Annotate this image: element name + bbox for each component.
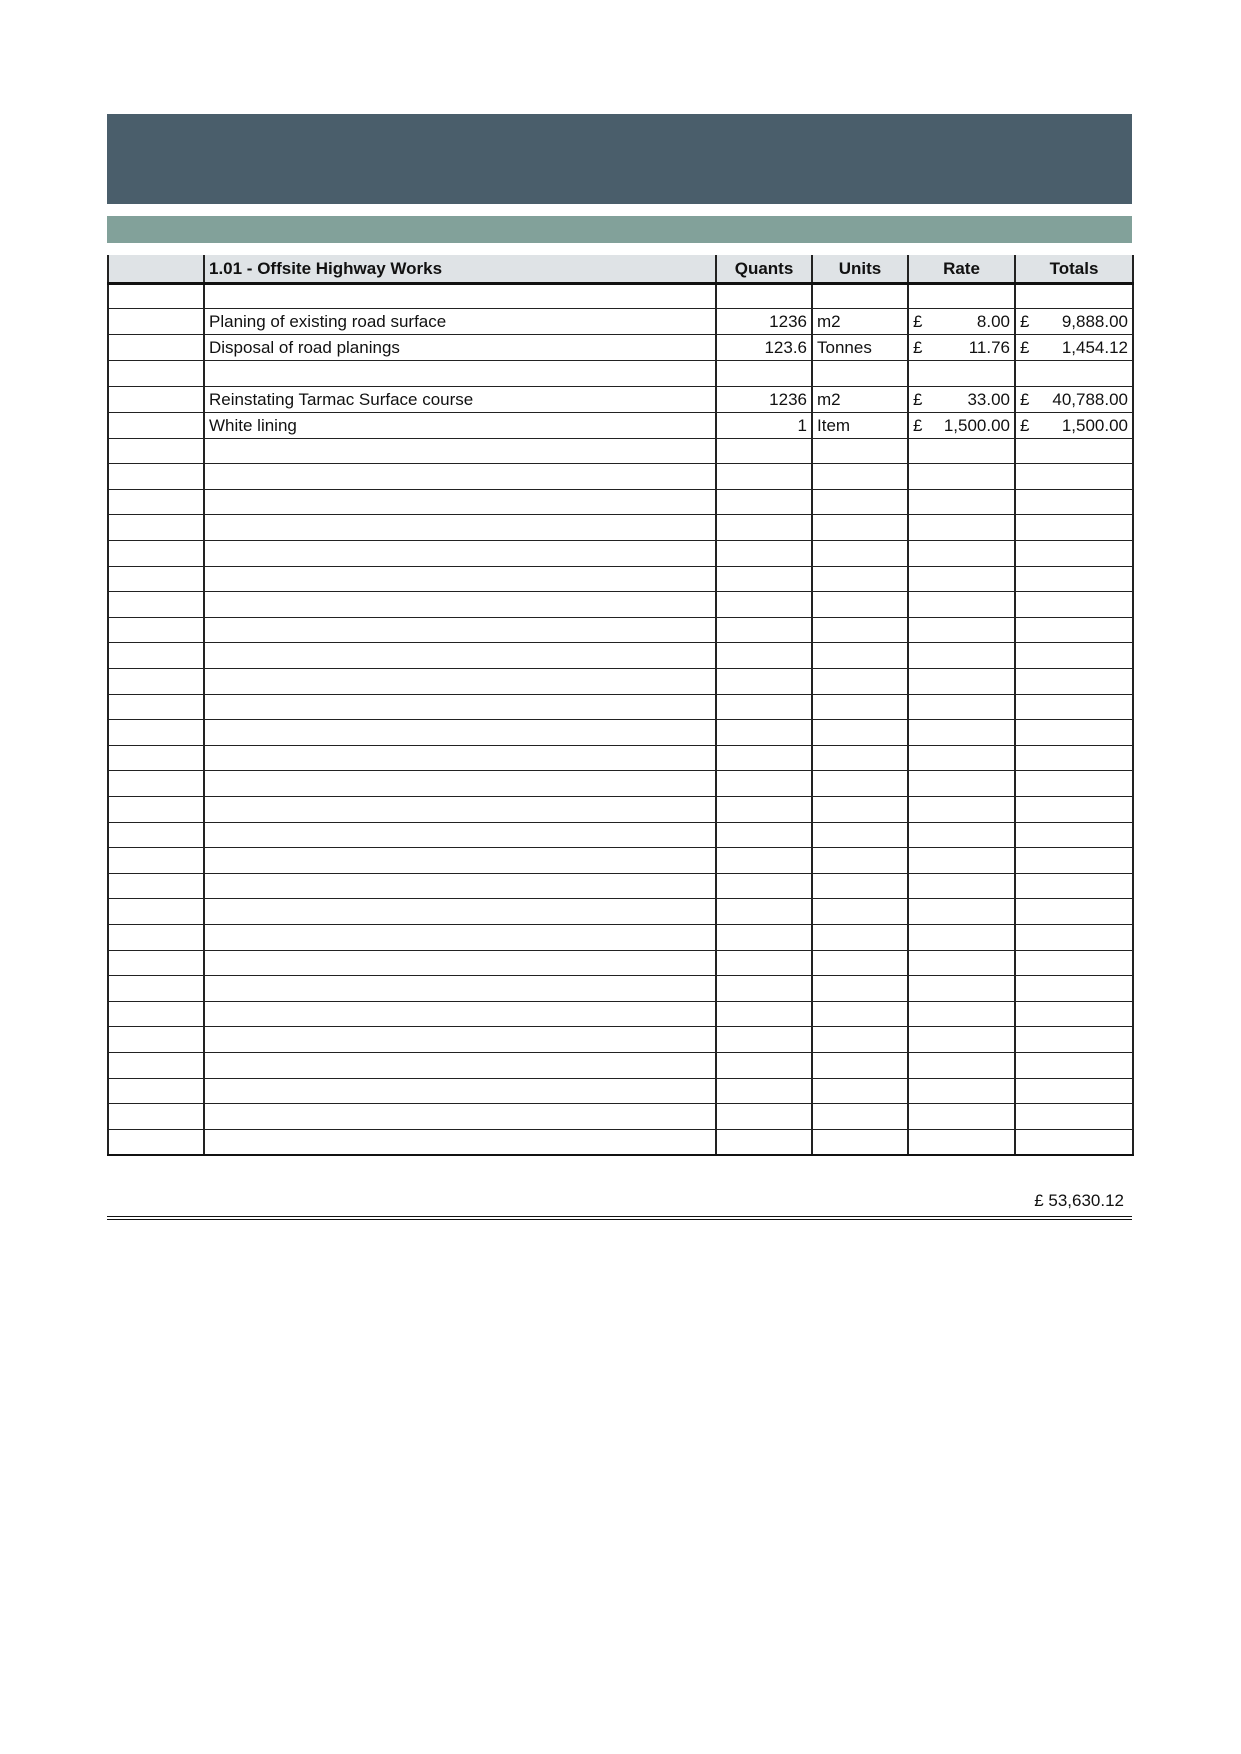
total-cell xyxy=(1015,1027,1133,1053)
units-cell xyxy=(812,1104,908,1130)
currency-symbol: £ xyxy=(1020,312,1030,332)
description-cell xyxy=(204,745,716,771)
ref-cell xyxy=(108,386,204,412)
table-row xyxy=(108,1052,1133,1078)
document-header-bar xyxy=(107,114,1132,204)
table-row xyxy=(108,720,1133,746)
ref-cell xyxy=(108,515,204,541)
description-cell xyxy=(204,566,716,592)
quants-cell xyxy=(716,950,812,976)
table-row xyxy=(108,873,1133,899)
rate-cell xyxy=(908,822,1015,848)
description-cell xyxy=(204,1027,716,1053)
units-cell xyxy=(812,489,908,515)
rate-cell xyxy=(908,950,1015,976)
ref-cell xyxy=(108,976,204,1002)
rate-cell xyxy=(908,541,1015,567)
units-cell xyxy=(812,976,908,1002)
total-cell xyxy=(1015,515,1133,541)
quants-cell xyxy=(716,1104,812,1130)
quants-cell xyxy=(716,976,812,1002)
ref-cell xyxy=(108,924,204,950)
description-cell xyxy=(204,438,716,464)
grand-total-row xyxy=(107,1189,1132,1220)
section-sub-bar xyxy=(107,216,1132,243)
total-cell xyxy=(1015,438,1133,464)
rate-cell xyxy=(908,464,1015,490)
description-cell: Disposal of road planings xyxy=(204,335,716,361)
total-cell-value: 40,788.00 xyxy=(1052,389,1128,409)
quants-cell xyxy=(716,643,812,669)
description-cell: White lining xyxy=(204,412,716,438)
quants-cell xyxy=(716,464,812,490)
ref-cell xyxy=(108,335,204,361)
table-row xyxy=(108,617,1133,643)
quants-cell xyxy=(716,771,812,797)
units-cell xyxy=(812,669,908,695)
quants-cell xyxy=(716,720,812,746)
units-cell xyxy=(812,1078,908,1104)
units-cell xyxy=(812,464,908,490)
grand-total-value: £ 53,630.12 xyxy=(1034,1191,1124,1210)
total-cell xyxy=(1015,771,1133,797)
table-row xyxy=(108,335,1133,361)
description-cell xyxy=(204,950,716,976)
currency-symbol: £ xyxy=(913,338,923,358)
total-cell xyxy=(1015,464,1133,490)
totals-column-header: Totals xyxy=(1015,255,1133,283)
description-cell xyxy=(204,771,716,797)
ref-cell xyxy=(108,950,204,976)
currency-symbol: £ xyxy=(913,312,923,332)
units-cell xyxy=(812,566,908,592)
total-cell xyxy=(1015,643,1133,669)
ref-cell xyxy=(108,643,204,669)
description-cell xyxy=(204,643,716,669)
rate-cell xyxy=(908,1052,1015,1078)
table-row xyxy=(108,1001,1133,1027)
total-cell xyxy=(1015,720,1133,746)
table-row xyxy=(108,771,1133,797)
currency-symbol: £ xyxy=(1020,415,1030,435)
rate-cell xyxy=(908,1078,1015,1104)
rate-cell xyxy=(908,386,1015,412)
ref-cell xyxy=(108,694,204,720)
rate-cell xyxy=(908,848,1015,874)
rate-cell xyxy=(908,720,1015,746)
table-row xyxy=(108,386,1133,412)
ref-cell xyxy=(108,309,204,335)
ref-cell xyxy=(108,822,204,848)
ref-cell xyxy=(108,1052,204,1078)
quants-cell xyxy=(716,541,812,567)
rate-cell-value: 1,500.00 xyxy=(943,415,1010,435)
quants-cell xyxy=(716,1052,812,1078)
total-cell xyxy=(1015,592,1133,618)
total-cell xyxy=(1015,283,1133,309)
rate-cell xyxy=(908,745,1015,771)
units-cell xyxy=(812,1129,908,1155)
quants-cell xyxy=(716,1129,812,1155)
rate-cell xyxy=(908,515,1015,541)
description-cell xyxy=(204,1078,716,1104)
ref-cell xyxy=(108,592,204,618)
table-row xyxy=(108,822,1133,848)
table-row xyxy=(108,669,1133,695)
total-cell-value: 9,888.00 xyxy=(1061,312,1128,332)
rate-cell xyxy=(908,797,1015,823)
description-cell xyxy=(204,694,716,720)
description-cell xyxy=(204,464,716,490)
ref-cell xyxy=(108,283,204,309)
units-cell xyxy=(812,361,908,387)
ref-cell xyxy=(108,669,204,695)
total-cell xyxy=(1015,924,1133,950)
quants-cell xyxy=(716,515,812,541)
description-cell xyxy=(204,1104,716,1130)
ref-cell xyxy=(108,566,204,592)
rate-cell-value: 8.00 xyxy=(976,312,1010,332)
table-row xyxy=(108,899,1133,925)
ref-cell xyxy=(108,464,204,490)
quants-cell xyxy=(716,617,812,643)
rate-cell xyxy=(908,438,1015,464)
total-cell xyxy=(1015,848,1133,874)
total-cell xyxy=(1015,976,1133,1002)
rate-cell xyxy=(908,771,1015,797)
rate-cell xyxy=(908,617,1015,643)
rate-cell-value: 11.76 xyxy=(968,338,1010,358)
rate-cell xyxy=(908,924,1015,950)
description-cell xyxy=(204,617,716,643)
total-cell xyxy=(1015,335,1133,361)
description-cell xyxy=(204,283,716,309)
table-row xyxy=(108,797,1133,823)
description-cell xyxy=(204,873,716,899)
description-cell xyxy=(204,822,716,848)
description-cell xyxy=(204,541,716,567)
total-cell xyxy=(1015,1104,1133,1130)
table-row xyxy=(108,464,1133,490)
rate-cell xyxy=(908,694,1015,720)
table-row xyxy=(108,309,1133,335)
units-cell xyxy=(812,1027,908,1053)
total-cell xyxy=(1015,1129,1133,1155)
units-cell xyxy=(812,924,908,950)
rate-cell xyxy=(908,976,1015,1002)
total-cell xyxy=(1015,694,1133,720)
ref-cell xyxy=(108,1129,204,1155)
rate-cell xyxy=(908,1001,1015,1027)
units-cell xyxy=(812,515,908,541)
ref-cell xyxy=(108,617,204,643)
ref-cell xyxy=(108,438,204,464)
description-cell xyxy=(204,899,716,925)
description-cell xyxy=(204,848,716,874)
table-row xyxy=(108,541,1133,567)
units-cell xyxy=(812,694,908,720)
quants-cell xyxy=(716,592,812,618)
units-cell xyxy=(812,899,908,925)
total-cell xyxy=(1015,541,1133,567)
currency-symbol: £ xyxy=(913,415,923,435)
table-header-row xyxy=(108,255,1133,283)
ref-cell xyxy=(108,361,204,387)
units-cell: m2 xyxy=(812,386,908,412)
rate-column-header: Rate xyxy=(908,255,1015,283)
units-cell xyxy=(812,438,908,464)
quants-cell xyxy=(716,1027,812,1053)
total-cell xyxy=(1015,797,1133,823)
table-row xyxy=(108,1078,1133,1104)
table-row xyxy=(108,745,1133,771)
table-row xyxy=(108,950,1133,976)
description-cell xyxy=(204,797,716,823)
total-cell xyxy=(1015,899,1133,925)
total-cell xyxy=(1015,822,1133,848)
table-row xyxy=(108,489,1133,515)
description-cell xyxy=(204,924,716,950)
description-cell xyxy=(204,1129,716,1155)
currency-symbol: £ xyxy=(1020,389,1030,409)
total-cell xyxy=(1015,489,1133,515)
rate-cell xyxy=(908,592,1015,618)
description-cell: Planing of existing road surface xyxy=(204,309,716,335)
ref-cell xyxy=(108,1078,204,1104)
rate-cell-value: 33.00 xyxy=(967,389,1010,409)
units-cell xyxy=(812,617,908,643)
units-column-header: Units xyxy=(812,255,908,283)
quants-cell xyxy=(716,566,812,592)
units-cell xyxy=(812,283,908,309)
units-cell xyxy=(812,541,908,567)
description-cell xyxy=(204,515,716,541)
quants-cell xyxy=(716,797,812,823)
units-cell xyxy=(812,1052,908,1078)
currency-symbol: £ xyxy=(1020,338,1030,358)
quants-cell: 1236 xyxy=(716,309,812,335)
units-cell xyxy=(812,720,908,746)
quants-cell: 123.6 xyxy=(716,335,812,361)
table-row xyxy=(108,412,1133,438)
ref-cell xyxy=(108,848,204,874)
rate-cell xyxy=(908,283,1015,309)
quants-cell xyxy=(716,489,812,515)
units-cell xyxy=(812,771,908,797)
ref-cell xyxy=(108,899,204,925)
description-cell: Reinstating Tarmac Surface course xyxy=(204,386,716,412)
total-cell-value: 1,500.00 xyxy=(1061,415,1128,435)
table-row xyxy=(108,592,1133,618)
units-cell xyxy=(812,1001,908,1027)
table-row xyxy=(108,283,1133,309)
description-cell xyxy=(204,1052,716,1078)
quants-column-header: Quants xyxy=(716,255,812,283)
quants-cell xyxy=(716,283,812,309)
quants-cell xyxy=(716,848,812,874)
total-cell xyxy=(1015,1078,1133,1104)
rate-cell xyxy=(908,643,1015,669)
quants-cell xyxy=(716,1078,812,1104)
currency-symbol: £ xyxy=(913,389,923,409)
table-row xyxy=(108,1129,1133,1155)
ref-cell xyxy=(108,541,204,567)
total-cell xyxy=(1015,566,1133,592)
total-cell xyxy=(1015,1052,1133,1078)
quants-cell: 1 xyxy=(716,412,812,438)
units-cell xyxy=(812,745,908,771)
table-row xyxy=(108,976,1133,1002)
table-row xyxy=(108,848,1133,874)
units-cell xyxy=(812,643,908,669)
table-row xyxy=(108,924,1133,950)
ref-cell xyxy=(108,745,204,771)
quants-cell xyxy=(716,694,812,720)
units-cell: m2 xyxy=(812,309,908,335)
quants-cell xyxy=(716,924,812,950)
table-row xyxy=(108,1104,1133,1130)
units-cell xyxy=(812,950,908,976)
quants-cell xyxy=(716,873,812,899)
description-cell xyxy=(204,1001,716,1027)
table-row xyxy=(108,1027,1133,1053)
cost-schedule-table xyxy=(107,255,1134,1156)
units-cell xyxy=(812,873,908,899)
quants-cell xyxy=(716,822,812,848)
ref-cell xyxy=(108,720,204,746)
rate-cell xyxy=(908,1129,1015,1155)
quants-cell: 1236 xyxy=(716,386,812,412)
rate-cell xyxy=(908,1027,1015,1053)
units-cell: Item xyxy=(812,412,908,438)
total-cell xyxy=(1015,873,1133,899)
ref-cell xyxy=(108,1104,204,1130)
description-cell xyxy=(204,976,716,1002)
rate-cell xyxy=(908,1104,1015,1130)
ref-cell xyxy=(108,797,204,823)
table-row xyxy=(108,643,1133,669)
quants-cell xyxy=(716,899,812,925)
table-row xyxy=(108,566,1133,592)
ref-cell xyxy=(108,489,204,515)
section-title: 1.01 - Offsite Highway Works xyxy=(204,255,716,283)
rate-cell xyxy=(908,899,1015,925)
rate-cell xyxy=(908,873,1015,899)
description-cell xyxy=(204,489,716,515)
rate-cell xyxy=(908,412,1015,438)
quants-cell xyxy=(716,361,812,387)
table-row xyxy=(108,361,1133,387)
ref-column-header xyxy=(108,255,204,283)
description-cell xyxy=(204,592,716,618)
quants-cell xyxy=(716,669,812,695)
ref-cell xyxy=(108,412,204,438)
total-cell xyxy=(1015,745,1133,771)
quants-cell xyxy=(716,745,812,771)
description-cell xyxy=(204,669,716,695)
rate-cell xyxy=(908,669,1015,695)
total-cell xyxy=(1015,361,1133,387)
units-cell xyxy=(812,592,908,618)
description-cell xyxy=(204,361,716,387)
total-cell xyxy=(1015,309,1133,335)
total-cell xyxy=(1015,617,1133,643)
units-cell xyxy=(812,822,908,848)
quants-cell xyxy=(716,438,812,464)
units-cell: Tonnes xyxy=(812,335,908,361)
rate-cell xyxy=(908,361,1015,387)
rate-cell xyxy=(908,566,1015,592)
total-cell xyxy=(1015,412,1133,438)
total-cell xyxy=(1015,669,1133,695)
rate-cell xyxy=(908,489,1015,515)
rate-cell xyxy=(908,309,1015,335)
total-cell xyxy=(1015,386,1133,412)
table-row xyxy=(108,694,1133,720)
rate-cell xyxy=(908,335,1015,361)
ref-cell xyxy=(108,1001,204,1027)
total-cell-value: 1,454.12 xyxy=(1061,338,1128,358)
quants-cell xyxy=(716,1001,812,1027)
description-cell xyxy=(204,720,716,746)
units-cell xyxy=(812,848,908,874)
table-row xyxy=(108,438,1133,464)
ref-cell xyxy=(108,873,204,899)
units-cell xyxy=(812,797,908,823)
ref-cell xyxy=(108,771,204,797)
total-cell xyxy=(1015,1001,1133,1027)
table-row xyxy=(108,515,1133,541)
total-cell xyxy=(1015,950,1133,976)
ref-cell xyxy=(108,1027,204,1053)
